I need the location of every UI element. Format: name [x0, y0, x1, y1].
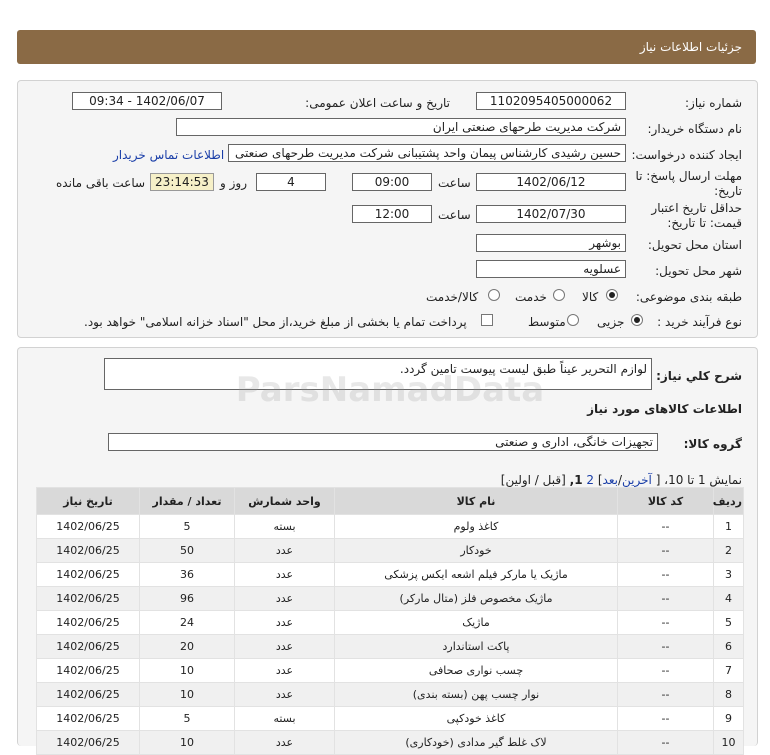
requester-field: حسین رشیدی کارشناس پیمان واحد پشتیبانی شرکت مدیریت طرحهای صنعتی — [228, 144, 626, 162]
cell-item-name: لاک غلط گیر مدادی (خودکاری) — [335, 731, 618, 755]
table-header-row — [37, 488, 744, 515]
cell-item-name: کاغذ ولوم — [335, 515, 618, 539]
cell-unit: عدد — [235, 587, 335, 611]
buyer-org-field: شرکت مدیریت طرحهای صنعتی ایران — [176, 118, 626, 136]
page-header — [17, 30, 756, 64]
cell-quantity: 50 — [140, 539, 235, 563]
col-header-need-date: تاریخ نیاز — [37, 488, 140, 515]
table-row — [37, 707, 744, 731]
cell-need-date: 1402/06/25 — [37, 539, 140, 563]
cell-item-code: -- — [618, 659, 714, 683]
validity-time-field: 12:00 — [352, 205, 432, 223]
cell-need-date: 1402/06/25 — [37, 683, 140, 707]
col-header-item-code: کد کالا — [618, 488, 714, 515]
cell-unit: عدد — [235, 635, 335, 659]
table-row — [37, 731, 744, 755]
col-header-quantity: تعداد / مقدار — [140, 488, 235, 515]
process-option-medium: متوسط — [528, 315, 566, 329]
cell-item-code: -- — [618, 683, 714, 707]
city-field: عسلویه — [476, 260, 626, 278]
cell-quantity: 36 — [140, 563, 235, 587]
cell-quantity: 20 — [140, 635, 235, 659]
pagination: نمایش 1 تا 10، [ آخرین/بعد] 2 1, [قبل / اولین] — [500, 473, 742, 487]
deadline-date-field: 1402/06/12 — [476, 173, 626, 191]
cell-item-name: خودکار — [335, 539, 618, 563]
watermark-logo: ParsNamadData — [235, 370, 545, 410]
cell-quantity: 10 — [140, 659, 235, 683]
cell-need-date: 1402/06/25 — [37, 515, 140, 539]
cell-unit: بسته — [235, 515, 335, 539]
items-table-body — [37, 515, 744, 755]
pager-current: 1, — [569, 473, 583, 487]
table-row — [37, 611, 744, 635]
cell-unit: عدد — [235, 731, 335, 755]
cell-quantity: 10 — [140, 683, 235, 707]
process-label: نوع فرآیند خرید : — [657, 315, 742, 329]
cell-unit: بسته — [235, 707, 335, 731]
table-row — [37, 587, 744, 611]
page-title: جزئیات اطلاعات نیاز — [639, 40, 742, 54]
category-option-goods-service: کالا/خدمت — [426, 290, 479, 304]
payment-note: پرداخت تمام یا بخشی از مبلغ خرید،از محل "اسناد خزانه اسلامی" خواهد بود. — [84, 315, 467, 329]
cell-unit: عدد — [235, 611, 335, 635]
cell-row-number: 3 — [714, 563, 744, 587]
goods-group-label: گروه کالا: — [683, 437, 742, 451]
validity-date-field: 1402/07/30 — [476, 205, 626, 223]
table-row — [37, 659, 744, 683]
cell-unit: عدد — [235, 659, 335, 683]
days-field: 4 — [256, 173, 326, 191]
cell-row-number: 5 — [714, 611, 744, 635]
need-number-label: شماره نیاز: — [685, 96, 742, 110]
process-radio-minor[interactable] — [631, 314, 643, 326]
goods-info-title: اطلاعات کالاهای مورد نیاز — [587, 402, 742, 416]
cell-item-code: -- — [618, 611, 714, 635]
cell-row-number: 4 — [714, 587, 744, 611]
cell-item-code: -- — [618, 707, 714, 731]
category-option-goods: کالا — [582, 290, 599, 304]
pager-bracket: ] — [594, 473, 603, 487]
cell-row-number: 2 — [714, 539, 744, 563]
process-option-minor: جزیی — [597, 315, 625, 329]
category-radio-goods-service[interactable] — [488, 289, 500, 301]
announce-field: 1402/06/07 - 09:34 — [72, 92, 222, 110]
cell-need-date: 1402/06/25 — [37, 707, 140, 731]
province-label: استان محل تحویل: — [647, 238, 742, 252]
category-radio-service[interactable] — [553, 289, 565, 301]
description-field: لوازم التحریر عیناً طبق لیست پیوست تامین گردد. — [104, 358, 652, 390]
pager-next-link[interactable]: بعد — [602, 473, 618, 487]
category-radio-goods[interactable] — [606, 289, 618, 301]
cell-item-code: -- — [618, 731, 714, 755]
cell-item-code: -- — [618, 539, 714, 563]
buyer-contact-link[interactable]: اطلاعات تماس خریدار — [113, 148, 225, 162]
goods-group-field: تجهیزات خانگی، اداری و صنعتی — [108, 433, 658, 451]
announce-label: تاریخ و ساعت اعلان عمومی: — [305, 96, 450, 110]
validity-label-2: قیمت: تا تاریخ: — [667, 216, 742, 230]
cell-item-name: نوار چسب پهن (بسته بندی) — [335, 683, 618, 707]
cell-unit: عدد — [235, 683, 335, 707]
pager-page-2[interactable]: 2 — [586, 473, 595, 487]
cell-item-name: ماژیک — [335, 611, 618, 635]
cell-need-date: 1402/06/25 — [37, 611, 140, 635]
pagination-text: نمایش 1 تا 10، [ — [655, 473, 742, 487]
cell-need-date: 1402/06/25 — [37, 731, 140, 755]
cell-quantity: 96 — [140, 587, 235, 611]
process-radio-medium[interactable] — [567, 314, 579, 326]
cell-unit: عدد — [235, 539, 335, 563]
table-row — [37, 515, 744, 539]
cell-row-number: 9 — [714, 707, 744, 731]
validity-time-label: ساعت — [438, 208, 471, 222]
cell-item-code: -- — [618, 515, 714, 539]
cell-quantity: 5 — [140, 515, 235, 539]
cell-item-name: ماژیک مخصوص فلز (متال مارکر) — [335, 587, 618, 611]
deadline-time-field: 09:00 — [352, 173, 432, 191]
cell-item-code: -- — [618, 587, 714, 611]
cell-item-code: -- — [618, 635, 714, 659]
pager-prev-first: [قبل / اولین] — [500, 473, 566, 487]
table-row — [37, 683, 744, 707]
province-field: بوشهر — [476, 234, 626, 252]
city-label: شهر محل تحویل: — [655, 264, 742, 278]
remaining-label: ساعت باقی مانده — [56, 176, 146, 190]
deadline-label-2: تاریخ: — [714, 184, 742, 198]
category-label: طبقه بندی موضوعی: — [635, 290, 742, 304]
cell-item-code: -- — [618, 563, 714, 587]
cell-row-number: 1 — [714, 515, 744, 539]
cell-quantity: 10 — [140, 731, 235, 755]
cell-row-number: 8 — [714, 683, 744, 707]
cell-unit: عدد — [235, 563, 335, 587]
cell-item-name: چسب نواری صحافی — [335, 659, 618, 683]
days-label: روز و — [220, 176, 247, 190]
need-number-field: 1102095405000062 — [476, 92, 626, 110]
col-header-item-name: نام کالا — [335, 488, 618, 515]
table-row — [37, 635, 744, 659]
deadline-time-label: ساعت — [438, 176, 471, 190]
requester-label: ایجاد کننده درخواست: — [631, 148, 742, 162]
cell-need-date: 1402/06/25 — [37, 635, 140, 659]
cell-need-date: 1402/06/25 — [37, 659, 140, 683]
col-header-row-number: ردیف — [714, 488, 744, 515]
category-option-service: خدمت — [515, 290, 547, 304]
cell-quantity: 5 — [140, 707, 235, 731]
cell-item-name: کاغذ خودکپی — [335, 707, 618, 731]
pager-last-link[interactable]: آخرین — [622, 473, 652, 487]
table-row — [37, 539, 744, 563]
buyer-org-label: نام دستگاه خریدار: — [647, 122, 742, 136]
cell-item-name: پاکت استاندارد — [335, 635, 618, 659]
cell-need-date: 1402/06/25 — [37, 563, 140, 587]
description-label: شرح كلي نياز: — [656, 369, 742, 383]
cell-quantity: 24 — [140, 611, 235, 635]
items-table — [36, 487, 744, 755]
treasury-checkbox[interactable] — [481, 314, 493, 326]
cell-need-date: 1402/06/25 — [37, 587, 140, 611]
validity-label: حداقل تاریخ اعتبار — [651, 201, 742, 215]
deadline-label: مهلت ارسال پاسخ: تا — [635, 169, 742, 183]
col-header-unit: واحد شمارش — [235, 488, 335, 515]
cell-row-number: 7 — [714, 659, 744, 683]
cell-row-number: 6 — [714, 635, 744, 659]
cell-item-name: ماژیک یا مارکر فیلم اشعه ایکس پزشکی — [335, 563, 618, 587]
cell-row-number: 10 — [714, 731, 744, 755]
remaining-time-field: 23:14:53 — [150, 173, 214, 191]
table-row — [37, 563, 744, 587]
